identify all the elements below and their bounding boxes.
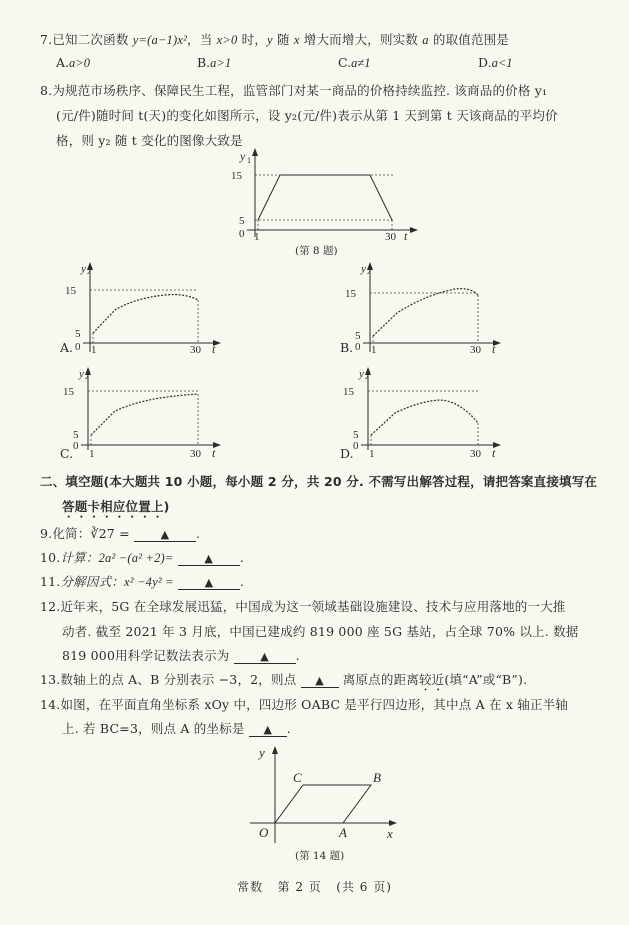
svg-text:2: 2 (85, 373, 89, 381)
q7-number: 7. (40, 32, 53, 47)
svg-text:0: 0 (355, 341, 361, 353)
q9-answer-blank[interactable] (134, 526, 196, 542)
svg-text:0: 0 (73, 440, 79, 452)
svg-text:15: 15 (63, 386, 74, 398)
q13-text: (填“A”或“B”). (444, 672, 528, 687)
figure-8-caption: (第 8 题) (295, 245, 338, 257)
q8-line2: (元/件)随时间 t(天)的变化如图所示，设 y₂(元/件)表示从第 1 天到第 t 天该商品的平均价 (56, 108, 558, 123)
q7-text: 时， (237, 32, 268, 47)
svg-text:2: 2 (365, 373, 369, 381)
q7-text: 增大而增大，则实数 (299, 32, 423, 47)
svg-text:y: y (361, 263, 366, 275)
q11-text: 分解因式：x² −4y² = (60, 575, 174, 589)
option-label: A. (56, 55, 70, 70)
svg-text:5: 5 (75, 328, 81, 340)
footer-subject: 常数 (237, 880, 264, 894)
q7-option-c (338, 55, 370, 71)
q11 (40, 572, 244, 590)
q11-answer-blank[interactable] (178, 574, 240, 590)
answer-triangle-icon: ▲ (263, 723, 273, 736)
svg-text:2: 2 (367, 268, 371, 276)
q7-var: a (422, 33, 429, 47)
svg-text:t: t (404, 229, 408, 240)
svg-text:t: t (492, 446, 496, 460)
q13-text: 离原点的距离 (342, 672, 419, 687)
q7-condition: x>0 (216, 33, 238, 47)
q12-text: 近年来，5G 在全球发展迅猛，中国成为这一领域基础设施建设、技术与应用落地的一大推 (60, 599, 566, 614)
q11-number: 11. (40, 574, 61, 589)
option-label: C. (338, 55, 352, 70)
footer-total-pages: (共 6 页) (336, 880, 392, 894)
svg-text:0: 0 (353, 440, 359, 452)
q7-var: x (293, 33, 300, 47)
q14-answer-blank[interactable] (249, 721, 287, 737)
svg-text:5: 5 (73, 429, 79, 441)
q12-number: 12. (40, 599, 61, 614)
q12-line1 (40, 597, 566, 615)
period: . (286, 721, 291, 736)
option-d-chart (335, 365, 505, 460)
answer-triangle-icon: ▲ (204, 576, 214, 589)
option-text: a≠1 (351, 56, 371, 70)
svg-text:1: 1 (371, 344, 377, 355)
svg-text:15: 15 (345, 288, 356, 300)
svg-text:y: y (240, 149, 246, 163)
q13-text: 数轴上的点 A、B 分别表示 −3，2，则点 (60, 672, 297, 687)
q7-option-b (197, 55, 231, 71)
svg-text:5: 5 (239, 215, 245, 227)
svg-text:1: 1 (89, 448, 95, 460)
option-label: B. (197, 55, 211, 70)
q12-line2: 动者. 截至 2021 年 3 月底，中国已建成约 819 000 座 5G 基站，占全球 70% 以上. 数据 (62, 624, 579, 639)
svg-text:x: x (387, 826, 393, 841)
svg-text:O: O (259, 825, 269, 840)
period: . (295, 648, 300, 663)
svg-text:5: 5 (355, 330, 361, 342)
q12-answer-blank[interactable] (234, 648, 296, 664)
svg-text:30: 30 (190, 344, 201, 355)
svg-text:15: 15 (231, 170, 242, 182)
svg-text:2: 2 (87, 268, 91, 276)
q10-number: 10. (40, 550, 61, 565)
q7-text: 已知二次函数 (52, 32, 133, 47)
option-c-label: C. (60, 446, 74, 461)
svg-text:C: C (293, 770, 302, 785)
q8-number: 8. (40, 83, 53, 98)
svg-text:15: 15 (343, 386, 354, 398)
q14-line2 (62, 719, 291, 737)
q7-stem (40, 30, 509, 48)
svg-text:y: y (359, 368, 364, 380)
option-b-chart (335, 260, 505, 355)
svg-text:30: 30 (190, 448, 201, 460)
q14-text: 如图，在平面直角坐标系 xOy 中，四边形 OABC 是平行四边形，其中点 A 在 x 轴正半轴 (60, 697, 569, 712)
q9-text: 化简：∛27 = (52, 526, 130, 541)
q8-text: 为规范市场秩序、保障民生工程，监管部门对某一商品的价格持续监控. 该商品的价格 y₁ (52, 83, 548, 98)
option-d-label: D. (340, 446, 354, 461)
option-b-label: B. (340, 340, 354, 355)
svg-text:y: y (259, 745, 265, 760)
q13 (40, 670, 527, 694)
q9 (40, 524, 200, 542)
svg-text:0: 0 (239, 228, 245, 240)
answer-triangle-icon: ▲ (204, 552, 214, 565)
figure-14-parallelogram (245, 745, 405, 845)
option-text: a>0 (69, 56, 90, 70)
answer-triangle-icon: ▲ (315, 674, 324, 687)
period: . (195, 526, 201, 541)
q10 (40, 548, 244, 566)
figure-8-y1-chart (225, 145, 425, 240)
q7-option-a (56, 55, 90, 71)
option-c-chart (55, 365, 225, 460)
svg-text:30: 30 (385, 231, 396, 240)
q13-number: 13. (40, 672, 61, 687)
period: . (239, 574, 245, 589)
q8-line1 (40, 81, 547, 99)
answer-triangle-icon: ▲ (260, 650, 269, 663)
svg-text:B: B (373, 770, 381, 785)
svg-text:t: t (492, 342, 496, 355)
section2-heading: 二、填空题(本大题共 10 小题，每小题 2 分，共 20 分. 不需写出解答过程，请把答案直接填写在 (40, 474, 598, 489)
svg-text:30: 30 (470, 344, 481, 355)
figure-14-caption: (第 14 题) (295, 850, 345, 862)
q7-text: 随 (272, 32, 294, 47)
q14-line1 (40, 695, 568, 713)
q10-text: 计算：2a² −(a² +2)= (60, 551, 174, 565)
q14-number: 14. (40, 697, 61, 712)
q7-text: ，当 (187, 32, 217, 47)
footer-page-number: 第 2 页 (277, 880, 322, 894)
option-a-label: A. (60, 340, 74, 355)
q7-var: y (267, 33, 273, 47)
svg-text:15: 15 (65, 285, 76, 297)
svg-text:1: 1 (369, 448, 375, 460)
q7-option-d (478, 55, 513, 71)
svg-text:1: 1 (254, 231, 260, 240)
q7-function: y=(a−1)x² (132, 33, 188, 47)
svg-text:t: t (212, 446, 216, 460)
svg-text:A: A (339, 825, 347, 840)
svg-text:y: y (81, 263, 86, 275)
svg-text:t: t (212, 342, 216, 355)
q13-answer-blank[interactable] (301, 672, 339, 688)
svg-text:1: 1 (91, 344, 97, 355)
q13-emphasis: 较近 (418, 672, 445, 687)
option-text: a<1 (491, 56, 513, 70)
q10-answer-blank[interactable] (178, 550, 240, 566)
q14-text: 上. 若 BC=3，则点 A 的坐标是 (62, 721, 245, 736)
svg-text:5: 5 (353, 429, 359, 441)
q7-text: 的取值范围是 (428, 32, 510, 47)
option-text: a>1 (210, 56, 232, 70)
q8-line3: 格，则 y₂ 随 t 变化的图像大致是 (56, 133, 243, 148)
q12-line3 (62, 646, 300, 664)
svg-text:y: y (79, 368, 84, 380)
option-label: D. (478, 55, 492, 70)
section2-heading-line2: 答题卡相应位置上) (62, 499, 170, 514)
answer-triangle-icon: ▲ (160, 528, 170, 541)
svg-text:1: 1 (247, 156, 251, 165)
page-footer (0, 878, 629, 895)
option-a-chart (55, 260, 225, 355)
svg-text:0: 0 (75, 341, 81, 353)
period: . (239, 550, 244, 565)
q12-text: 819 000用科学记数法表示为 (62, 648, 230, 663)
svg-text:30: 30 (470, 448, 481, 460)
q9-number: 9. (40, 526, 53, 541)
